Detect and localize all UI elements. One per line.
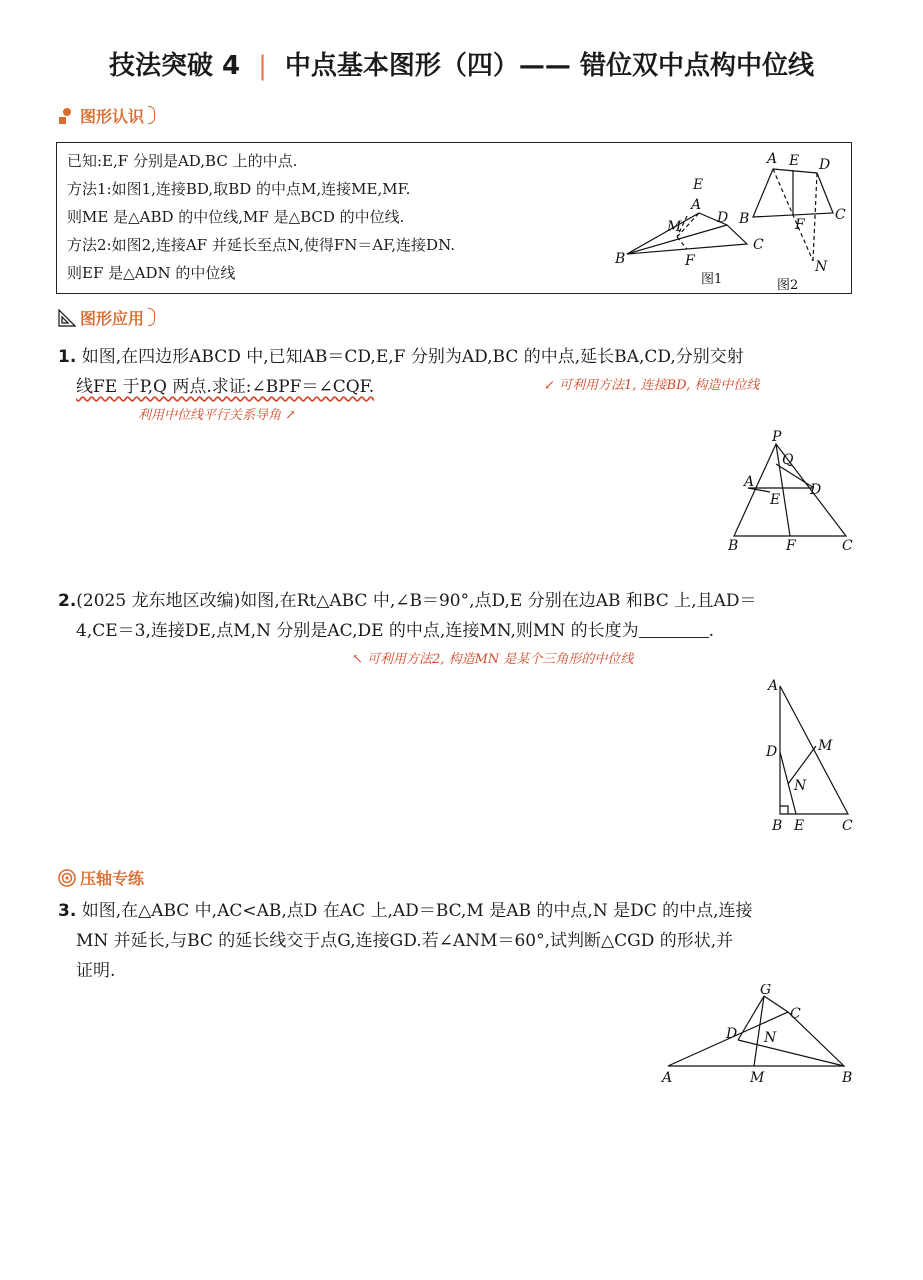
fig2-label-c: C	[835, 207, 846, 223]
fig1-label-e-text: E	[693, 177, 704, 193]
p3-gm	[754, 996, 764, 1066]
figure-problem-2	[758, 672, 868, 836]
section-advanced	[58, 866, 144, 889]
recognize-box	[56, 142, 852, 294]
problem-3-line-3: 证明.	[76, 961, 116, 981]
problem-3	[58, 896, 753, 986]
fig1-label-m: M	[667, 219, 682, 235]
p2-label-d: D	[766, 744, 778, 760]
triangle-ruler-icon	[58, 309, 76, 327]
section-brace	[148, 308, 155, 326]
p3-label-c: C	[790, 1006, 801, 1022]
section-recognize	[58, 104, 155, 127]
p1-label-d: D	[810, 482, 822, 498]
problem-2-number: 2.	[58, 591, 77, 611]
p3-label-d: D	[726, 1026, 738, 1042]
title-left: 技法突破 4	[109, 51, 241, 81]
shapes-icon	[58, 107, 76, 125]
problem-3-line-1: 如图,在△ABC 中,AC<AB,点D 在AC 上,AD＝BC,M 是AB 的中点,N 是DC 的中点,连接	[81, 901, 753, 921]
problem-2-line-2: 4,CE＝3,连接DE,点M,N 分别是AC,DE 的中点,连接MN,则MN 的长度为	[76, 621, 639, 641]
recognize-line-2: 方法1:如图1,连接BD,取BD 的中点M,连接ME,MF.	[67, 180, 411, 198]
problem-1-note-2: 利用中位线平行关系导角 ↗	[138, 408, 297, 423]
recognize-line-1: 已知:E,F 分别是AD,BC 上的中点.	[67, 152, 298, 170]
figure-problem-1	[718, 428, 868, 558]
section-advanced-label: 压轴专练	[80, 869, 145, 888]
fig1-label-a: A	[691, 197, 702, 213]
recognize-line-3: 则ME 是△ABD 的中位线,MF 是△BCD 的中位线.	[67, 208, 405, 226]
p1-label-a: A	[744, 474, 755, 490]
p1-label-b: B	[728, 538, 739, 554]
p1-label-p: P	[772, 429, 782, 445]
fig1-label-b: B	[615, 251, 626, 267]
fig2-dn	[813, 173, 817, 261]
problem-1-note-2-text: 利用中位线平行关系导角	[138, 408, 282, 423]
problem-2	[58, 586, 756, 646]
p1-label-q: Q	[782, 452, 794, 468]
p3-triangle	[668, 1012, 844, 1066]
section-brace	[148, 106, 155, 124]
answer-blank[interactable]	[639, 621, 709, 638]
p2-triangle	[780, 686, 848, 814]
p2-label-n: N	[794, 778, 807, 794]
problem-3-line-2: MN 并延长,与BC 的延长线交于点G,连接GD.若∠ANM＝60°,试判断△CGD 的形状,并	[76, 931, 734, 951]
p2-label-b: B	[772, 818, 783, 834]
target-icon	[58, 869, 76, 887]
title-divider: |	[258, 51, 267, 81]
p2-label-m: M	[818, 738, 833, 754]
p3-db	[738, 1040, 844, 1066]
problem-2-note-1-text: 可利用方法2, 构造MN 是某个三角形的中位线	[367, 652, 634, 667]
problem-1-note-1: ↙ 可利用方法1, 连接BD, 构造中位线	[544, 378, 760, 393]
figure-2	[737, 147, 853, 291]
p1-label-c: C	[842, 538, 853, 554]
fig1-quad	[627, 211, 750, 254]
section-apply-label: 图形应用	[80, 309, 145, 328]
problem-3-number: 3.	[58, 901, 77, 921]
recognize-line-5: 则EF 是△ADN 的中位线	[67, 264, 236, 282]
p3-label-g: G	[760, 984, 772, 998]
fig2-label-e: E	[789, 153, 800, 169]
title-right: 中点基本图形（四）—— 错位双中点构中位线	[284, 51, 814, 81]
problem-2-line-2-end: .	[708, 621, 715, 641]
fig2-label-b: B	[739, 211, 750, 227]
p2-right-angle	[780, 806, 788, 814]
fig1-label-d: D	[717, 210, 729, 226]
recognize-line-4: 方法2:如图2,连接AF 并延长至点N,使得FN＝AF,连接DN.	[67, 236, 456, 254]
p3-label-b: B	[842, 1070, 853, 1086]
fig1-mf	[677, 237, 687, 249]
section-apply	[58, 306, 155, 329]
p2-label-a: A	[768, 678, 779, 694]
fig2-label-a: A	[767, 151, 778, 167]
p3-label-n: N	[764, 1030, 777, 1046]
problem-1-number: 1.	[58, 347, 77, 367]
p3-cg	[764, 996, 788, 1012]
problem-2-line-1: (2025 龙东地区改编)如图,在Rt△ABC 中,∠B＝90°,点D,E 分别在边AB 和BC 上,且AD＝	[76, 591, 757, 611]
p1-label-f: F	[786, 538, 796, 554]
p3-label-m: M	[750, 1070, 765, 1086]
section-recognize-label: 图形认识	[80, 107, 145, 126]
problem-1-note-1-text: 可利用方法1, 连接BD, 构造中位线	[559, 378, 760, 393]
p2-label-c: C	[842, 818, 853, 834]
fig2-caption: 图2	[777, 278, 799, 291]
fig2-label-n: N	[815, 259, 828, 275]
problem-1-line-2: 线FE 于P,Q 两点.求证:∠BPF＝∠CQF.	[76, 377, 375, 397]
fig2-label-d: D	[819, 157, 831, 173]
fig1-label-c: C	[753, 237, 764, 253]
page-title	[0, 40, 923, 92]
problem-2-note-1: ↖ 可利用方法2, 构造MN 是某个三角形的中位线	[352, 652, 634, 667]
fig2-label-f: F	[795, 217, 805, 233]
p1-label-e: E	[770, 492, 781, 508]
problem-1	[58, 342, 744, 402]
problem-1-line-1: 如图,在四边形ABCD 中,已知AB＝CD,E,F 分别为AD,BC 的中点,延长BA,CD,分别交射	[81, 347, 744, 367]
fig1-caption: 图1	[701, 272, 723, 287]
fig1-label-f: F	[685, 253, 695, 269]
p2-label-e: E	[794, 818, 805, 834]
figure-problem-3	[654, 984, 864, 1086]
p3-label-a: A	[662, 1070, 673, 1086]
p3-gd	[738, 996, 764, 1040]
